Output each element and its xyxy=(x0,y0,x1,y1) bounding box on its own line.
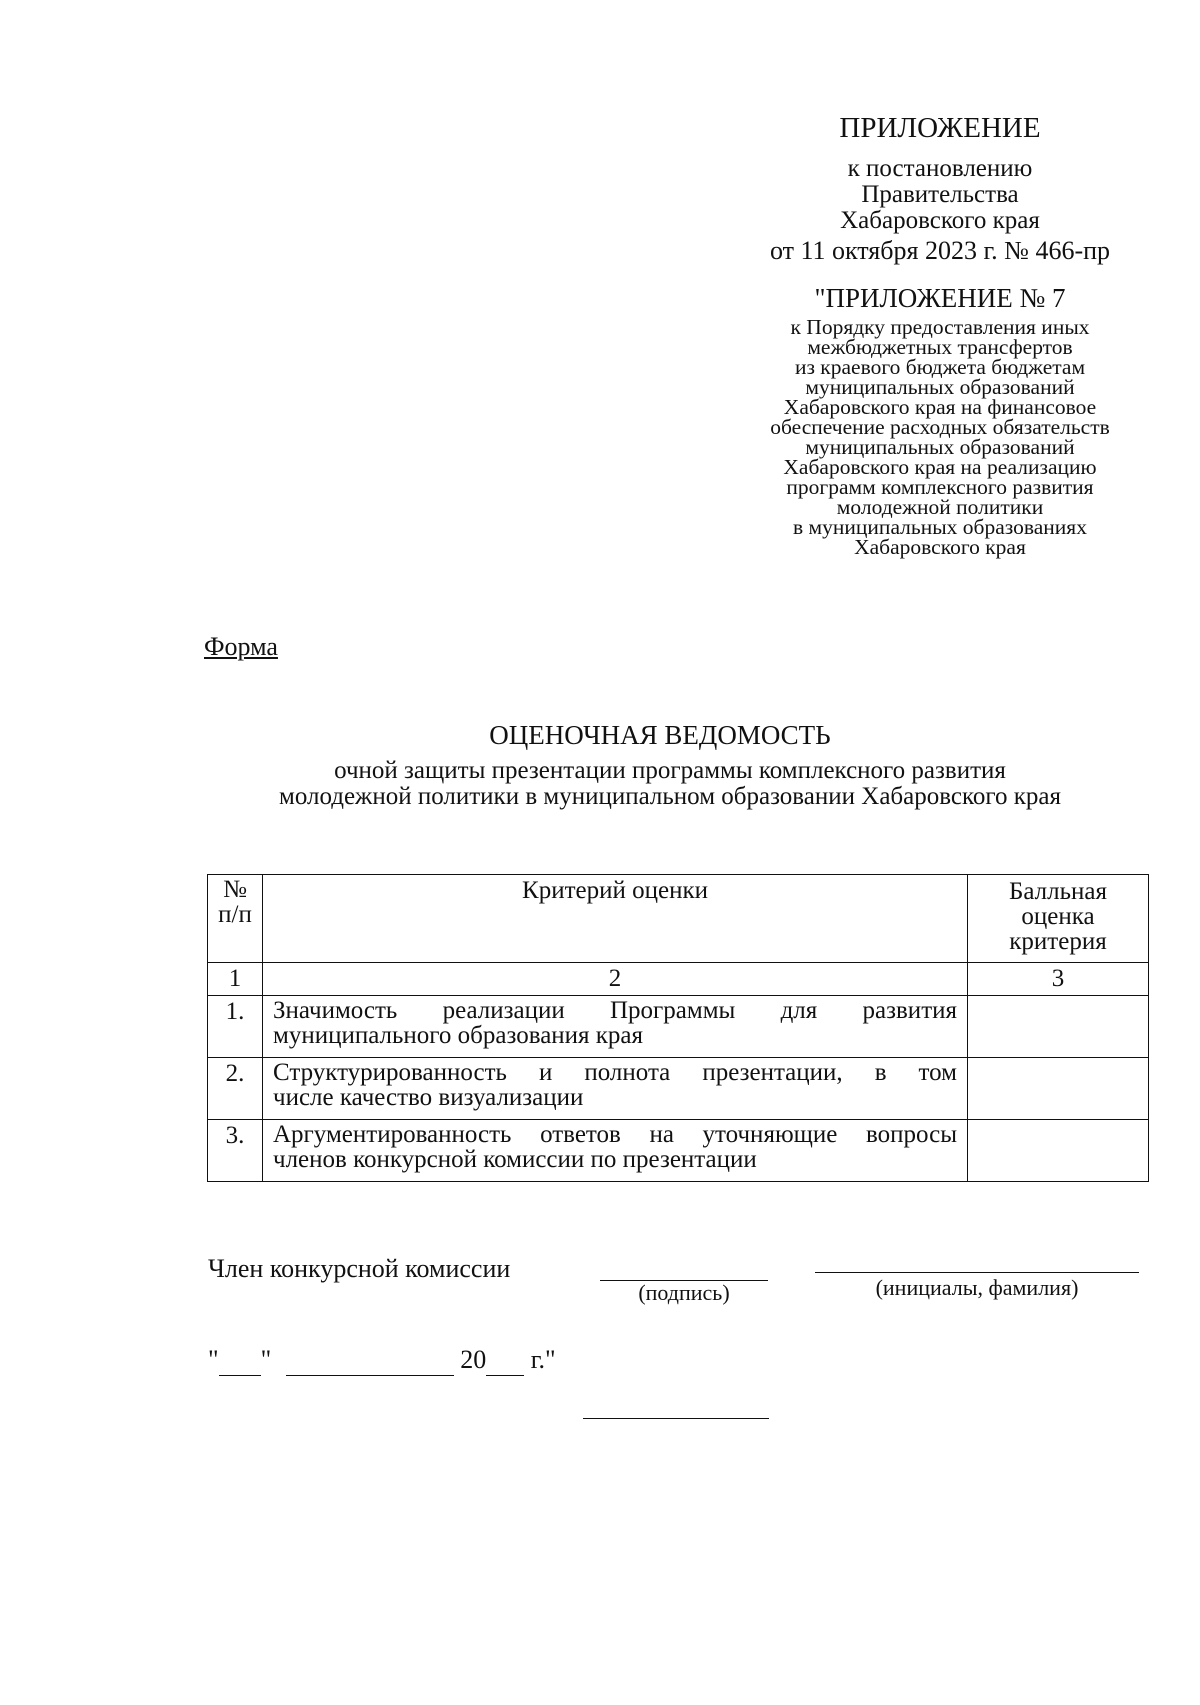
row-score xyxy=(968,1120,1149,1182)
criterion-line: муниципального образования края xyxy=(273,1022,644,1049)
year-blank xyxy=(486,1345,524,1376)
name-line xyxy=(815,1272,1139,1273)
criterion-line: Структурированность и полнота презентации, в том xyxy=(273,1059,957,1086)
day-blank xyxy=(219,1345,261,1376)
index-cell: 3 xyxy=(968,963,1149,996)
header-score-line: оценка xyxy=(1021,903,1095,930)
header-score-line: Балльная xyxy=(1009,878,1107,905)
appendix7-line: муниципальных образований xyxy=(805,375,1075,399)
criterion-line: Значимость реализации Программы для развития xyxy=(273,997,957,1024)
closing-separator xyxy=(583,1418,769,1419)
header-num-line: № xyxy=(223,876,247,903)
appendix7-line: Хабаровского края xyxy=(854,535,1026,559)
appendix7-line: в муниципальных образованиях xyxy=(793,515,1087,539)
table-header-row xyxy=(208,875,1149,963)
appendix-date: от 11 октября 2023 г. № 466-пр xyxy=(769,236,1111,265)
index-cell: 2 xyxy=(263,963,968,996)
year-suffix: г." xyxy=(530,1345,556,1374)
date-close-quote: " xyxy=(260,1345,272,1374)
criterion-line: членов конкурсной комиссии по презентации xyxy=(273,1146,757,1173)
index-cell: 1 xyxy=(208,963,263,996)
appendix7-title: "ПРИЛОЖЕНИЕ № 7 xyxy=(814,283,1066,313)
row-score xyxy=(968,996,1149,1058)
row-num: 2. xyxy=(208,1058,263,1120)
header-score-line: критерия xyxy=(1009,928,1107,955)
table-row xyxy=(208,996,1149,1058)
appendix7-line: Хабаровского края на финансовое xyxy=(783,395,1097,419)
row-num: 1. xyxy=(208,996,263,1058)
criterion-line: числе качество визуализации xyxy=(273,1084,584,1111)
appendix7-line: молодежной политики xyxy=(836,495,1044,519)
header-score-cell xyxy=(968,875,1149,963)
member-label: Член конкурсной комиссии xyxy=(208,1254,511,1283)
appendix7-line: Хабаровского края на реализацию xyxy=(783,455,1097,479)
appendix-line: Правительства xyxy=(861,181,1019,208)
date-open-quote: " xyxy=(208,1345,219,1374)
appendix7-line: муниципальных образований xyxy=(805,435,1075,459)
appendix7-line: обеспечение расходных обязательств xyxy=(770,415,1110,439)
appendix7-body xyxy=(730,317,1150,557)
header-num-line: п/п xyxy=(218,901,252,928)
criterion-line: Аргументированность ответов на уточняющие вопросы xyxy=(273,1121,957,1148)
subtitle-line: молодежной политики в муниципальном образовании Хабаровского края xyxy=(279,783,1061,810)
date-line xyxy=(208,1345,556,1376)
signature-caption: (подпись) xyxy=(638,1280,730,1305)
name-caption: (инициалы, фамилия) xyxy=(875,1275,1079,1300)
row-criterion xyxy=(263,996,968,1058)
row-criterion xyxy=(263,1120,968,1182)
table-row xyxy=(208,1120,1149,1182)
appendix7-line: к Порядку предоставления иных xyxy=(790,315,1090,339)
table-index-row xyxy=(208,963,1149,996)
appendix7-line: из краевого бюджета бюджетам xyxy=(794,355,1086,379)
evaluation-table xyxy=(207,874,1149,1182)
appendix-line: Хабаровского края xyxy=(840,207,1040,234)
header-num-cell xyxy=(208,875,263,963)
header-criterion-cell: Критерий оценки xyxy=(263,875,968,963)
row-criterion xyxy=(263,1058,968,1120)
form-label: Форма xyxy=(204,632,278,661)
row-num: 3. xyxy=(208,1120,263,1182)
year-prefix: 20 xyxy=(460,1345,487,1374)
appendix-line: к постановлению xyxy=(847,155,1033,182)
subtitle-line: очной защиты презентации программы комплексного развития xyxy=(334,757,1006,784)
appendix7-line: межбюджетных трансфертов xyxy=(807,335,1073,359)
document-title: ОЦЕНОЧНАЯ ВЕДОМОСТЬ xyxy=(489,720,831,750)
document-subtitle xyxy=(200,758,1140,810)
appendix-title: ПРИЛОЖЕНИЕ xyxy=(839,112,1041,144)
appendix7-line: программ комплексного развития xyxy=(786,475,1094,499)
table-row xyxy=(208,1058,1149,1120)
month-blank xyxy=(286,1345,454,1376)
row-score xyxy=(968,1058,1149,1120)
